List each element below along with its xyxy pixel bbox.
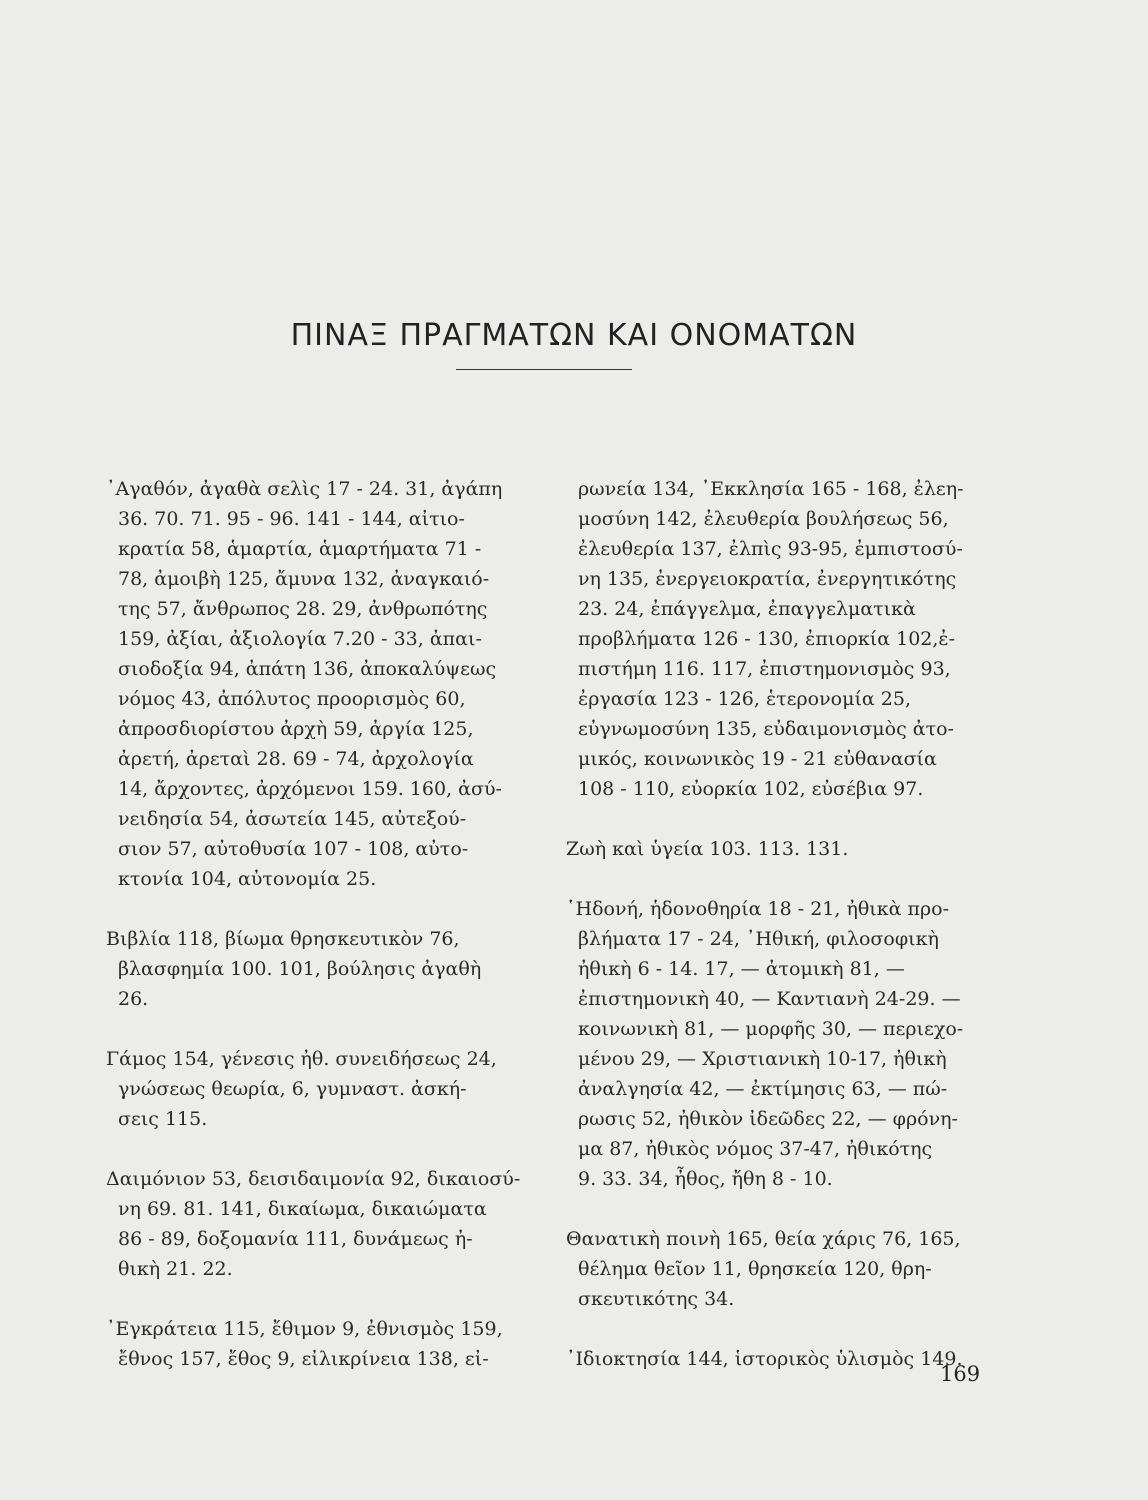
index-line: Γάμος 154, γένεσις ἠθ. συνειδήσεως 24, [106, 1048, 497, 1070]
index-line: ῾Ηδονή, ἡδονοθηρία 18 - 21, ἠθικὰ προ- [566, 898, 949, 920]
index-line: 14, ἄρχοντες, ἀρχόμενοι 159. 160, ἀσύ- [118, 778, 502, 800]
index-column-left [98, 474, 532, 1374]
entry-gap [558, 864, 994, 894]
index-entry [98, 924, 532, 1014]
index-line: σκευτικότης 34. [578, 1288, 735, 1310]
entry-gap [98, 1014, 532, 1044]
index-line: μικός, κοινωνικὸς 19 - 21 εὐθανασία [578, 748, 937, 770]
index-line: ᾿Αγαθόν, ἀγαθὰ σελὶς 17 - 24. 31, ἀγάπη [106, 478, 503, 500]
index-line: Δαιμόνιον 53, δεισιδαιμονία 92, δικαιοσύ- [106, 1168, 521, 1190]
index-column-right [558, 474, 994, 1374]
index-line: βλήματα 17 - 24, ᾿Ηθική, φιλοσοφικὴ [578, 928, 939, 950]
index-line: ἐπιστημονικὴ 40, — Καντιανὴ 24-29. — [578, 988, 961, 1010]
index-line: 78, ἀμοιβὴ 125, ἄμυνα 132, ἀναγκαιό- [118, 568, 490, 590]
entry-gap [98, 894, 532, 924]
page-number: 169 [940, 1362, 981, 1386]
index-line: Θανατικὴ ποινὴ 165, θεία χάρις 76, 165, [566, 1228, 961, 1250]
index-line: μένου 29, — Χριστιανικὴ 10-17, ἠθικὴ [578, 1048, 947, 1070]
index-line: ἠθικὴ 6 - 14. 17, — ἀτομικὴ 81, — [578, 958, 905, 980]
entry-gap [558, 1194, 994, 1224]
index-entry [558, 474, 994, 804]
index-line: ρωνεία 134, ᾿Εκκλησία 165 - 168, ἐλεη- [578, 478, 964, 500]
index-line: ἀρετή, ἀρεταὶ 28. 69 - 74, ἀρχολογία [118, 748, 474, 770]
entry-gap [98, 1284, 532, 1314]
index-entry [98, 474, 532, 894]
index-line: Βιβλία 118, βίωμα θρησκευτικὸν 76, [106, 928, 460, 950]
index-line: ρωσις 52, ἠθικὸν ἰδεῶδες 22, — φρόνη- [578, 1108, 958, 1130]
index-line: πιστήμη 116. 117, ἐπιστημονισμὸς 93, [578, 658, 951, 680]
index-line: ᾿Εγκράτεια 115, ἔθιμον 9, ἐθνισμὸς 159, [106, 1318, 503, 1340]
index-line: ἀναλγησία 42, — ἐκτίμησις 63, — πώ- [578, 1078, 948, 1100]
entry-gap [558, 1314, 994, 1344]
index-line: 23. 24, ἐπάγγελμα, ἐπαγγελματικὰ [578, 598, 916, 620]
index-line: 26. [118, 988, 149, 1010]
index-line: προβλήματα 126 - 130, ἐπιορκία 102,ἐ- [578, 628, 956, 650]
index-line: νη 69. 81. 141, δικαίωμα, δικαιώματα [118, 1198, 487, 1220]
index-line: μα 87, ἠθικὸς νόμος 37-47, ἠθικότης [578, 1138, 933, 1160]
index-line: μοσύνη 142, ἐλευθερία βουλήσεως 56, [578, 508, 949, 530]
index-line: εὐγνωμοσύνη 135, εὐδαιμονισμὸς ἀτο- [578, 718, 954, 740]
index-line: νη 135, ἐνεργειοκρατία, ἐνεργητικότης [578, 568, 957, 590]
index-entry [558, 894, 994, 1194]
index-line: της 57, ἄνθρωπος 28. 29, ἀνθρωπότης [118, 598, 488, 620]
index-entry [98, 1164, 532, 1284]
index-line: κτονία 104, αὐτονομία 25. [118, 868, 377, 890]
title-rule [456, 369, 632, 370]
index-line: 9. 33. 34, ἦθος, ἤθη 8 - 10. [578, 1168, 833, 1190]
index-line: 159, ἀξίαι, ἀξιολογία 7.20 - 33, ἀπαι- [118, 628, 482, 650]
index-line: ἀπροσδιορίστου ἀρχὴ 59, ἀργία 125, [118, 718, 474, 740]
index-line: 36. 70. 71. 95 - 96. 141 - 144, αἰτιο- [118, 508, 465, 530]
index-line: ἐργασία 123 - 126, ἑτερονομία 25, [578, 688, 911, 710]
index-line: γνώσεως θεωρία, 6, γυμναστ. ἀσκή- [118, 1078, 467, 1100]
index-line: νόμος 43, ἀπόλυτος προορισμὸς 60, [118, 688, 466, 710]
index-line: σιοδοξία 94, ἀπάτη 136, ἀποκαλύψεως [118, 658, 497, 680]
index-line: θικὴ 21. 22. [118, 1258, 233, 1280]
index-entry [98, 1314, 532, 1374]
entry-gap [98, 1134, 532, 1164]
index-line: νειδησία 54, ἀσωτεία 145, αὐτεξού- [118, 808, 467, 830]
page-title: ΠΙΝΑΞ ΠΡΑΓΜΑΤΩΝ ΚΑΙ ΟΝΟΜΑΤΩΝ [290, 318, 858, 353]
index-line: κοινωνικὴ 81, — μορφῆς 30, — περιεχο- [578, 1018, 964, 1040]
index-line: ἔθνος 157, ἔθος 9, εἰλικρίνεια 138, εἰ- [118, 1348, 489, 1370]
index-line: ᾿Ιδιοκτησία 144, ἱστορικὸς ὑλισμὸς 149. [566, 1348, 963, 1370]
index-line: βλασφημία 100. 101, βούλησις ἀγαθὴ [118, 958, 482, 980]
index-line: σεις 115. [118, 1108, 208, 1130]
index-line: κρατία 58, ἁμαρτία, ἁμαρτήματα 71 - [118, 538, 482, 560]
index-line: 108 - 110, εὐορκία 102, εὐσέβια 97. [578, 778, 924, 800]
index-line: 86 - 89, δοξομανία 111, δυνάμεως ἠ- [118, 1228, 473, 1250]
index-line: σιον 57, αὐτοθυσία 107 - 108, αὐτο- [118, 838, 469, 860]
index-entry [558, 1224, 994, 1314]
index-entry [558, 1344, 994, 1374]
index-line: Ζωὴ καὶ ὑγεία 103. 113. 131. [566, 838, 849, 860]
index-line: ἐλευθερία 137, ἐλπὶς 93-95, ἐμπιστοσύ- [578, 538, 963, 560]
entry-gap [558, 804, 994, 834]
index-line: θέλημα θεῖον 11, θρησκεία 120, θρη- [578, 1258, 932, 1280]
index-entry [558, 834, 994, 864]
index-entry [98, 1044, 532, 1134]
